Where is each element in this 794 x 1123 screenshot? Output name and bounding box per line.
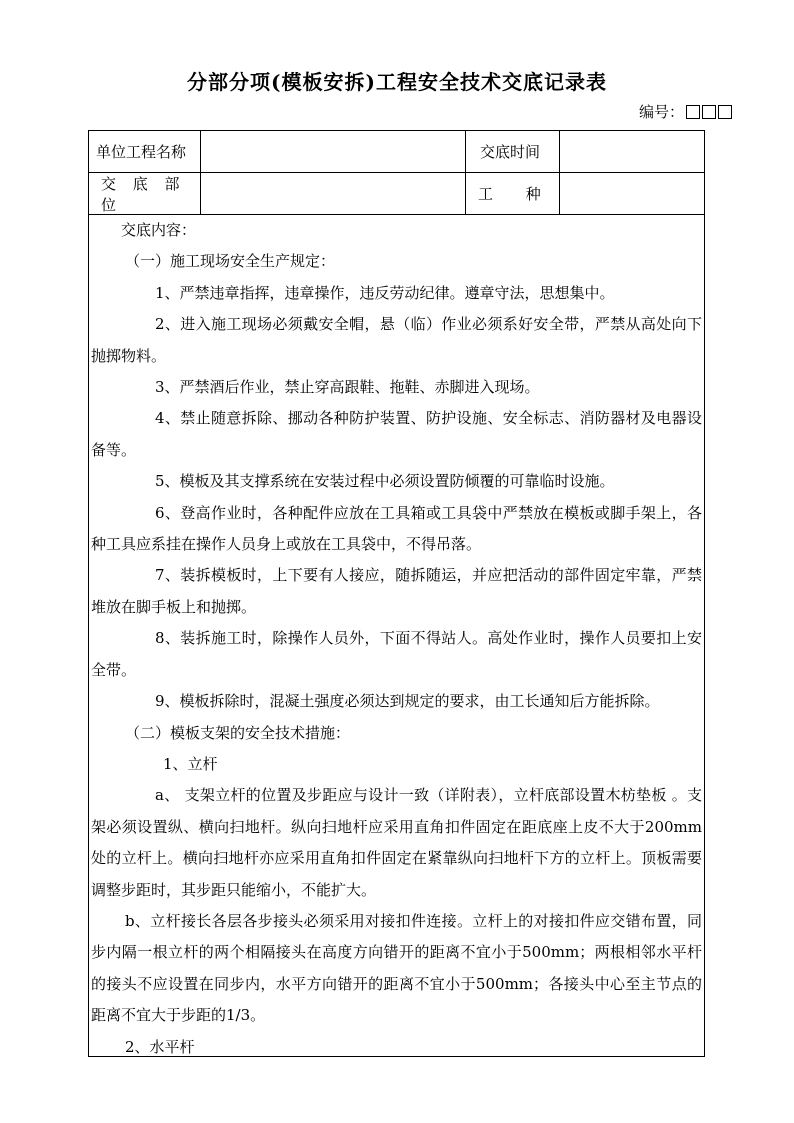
handover-content (89, 215, 704, 1063)
content-paragraph: 4、禁止随意拆除、挪动各种防护装置、防护设施、安全标志、消防器材及电器设备等。 (91, 409, 702, 459)
content-paragraph: 2、水平杆 (125, 1037, 195, 1056)
content-paragraph: 1、严禁违章指挥，违章操作，违反劳动纪律。遵章守法，思想集中。 (155, 283, 615, 302)
unit-name-field[interactable] (201, 131, 466, 172)
number-box-icon (702, 105, 716, 119)
content-paragraph: 3、严禁酒后作业，禁止穿高跟鞋、拖鞋、赤脚进入现场。 (155, 378, 540, 397)
document-title: 分部分项(模板安拆)工程安全技术交底记录表 (187, 70, 607, 94)
content-paragraph: 6、登高作业时，各种配件应放在工具箱或工具袋中严禁放在模板或脚手架上，各种工具应系挂在操作人员身上或放在工具袋中，不得吊落。 (91, 503, 702, 554)
content-paragraph: b、立杆接长各层各步接头必须采用对接扣件连接。立杆上的对接扣件应交错布置，同步内隔一根立杆的两个相隔接头在高度方向错开的距离不宜小于500mm；两根相邻水平杆的接头不应设置在同步内，水平方向错开的距离不宜小于500mm；各接头中心至主节点的距离不宜大于步距的1/3。 (91, 911, 702, 1025)
header-row-1 (89, 131, 704, 173)
handover-location-label: 交 底 部 位 (89, 173, 201, 214)
content-paragraph: （一）施工现场安全生产规定： (125, 252, 336, 271)
document-number (639, 101, 732, 122)
content-paragraph: 9、模板拆除时，混凝土强度必须达到规定的要求，由工长通知后方能拆除。 (155, 692, 660, 711)
handover-time-field[interactable] (560, 131, 706, 172)
trade-label: 工 种 (466, 173, 560, 214)
handover-time-label: 交底时间 (466, 131, 560, 172)
content-heading: 交底内容： (121, 221, 197, 239)
content-paragraph: 1、立杆 (163, 754, 218, 773)
number-box-icon (718, 105, 732, 119)
unit-name-label: 单位工程名称 (89, 131, 201, 172)
content-paragraph: 5、模板及其支撑系统在安装过程中必须设置防倾覆的可靠临时设施。 (155, 472, 615, 491)
trade-field[interactable] (560, 173, 706, 214)
number-box-icon (686, 105, 700, 119)
header-row-2 (89, 173, 704, 215)
content-paragraph: 7、装拆模板时，上下要有人接应，随拆随运，并应把活动的部件固定牢靠，严禁堆放在脚手板上和抛掷。 (91, 566, 702, 616)
content-paragraph: （二）模板支架的安全技术措施： (125, 723, 351, 742)
handover-location-field[interactable] (201, 173, 466, 214)
content-paragraph: a、 支架立杆的位置及步距应与设计一致（详附表），立杆底部设置木枋垫板 。支架必须设置纵、横向扫地杆。纵向扫地杆应采用直角扣件固定在距底座上皮不大于200mm处的立杆上。横向扫地杆亦应采用直角扣件固定在紧靠纵向扫地杆下方的立杆上。顶板需要调整步距时，其步距只能缩小，不能扩大。 (91, 786, 702, 899)
document-number-label: 编号： (638, 103, 684, 121)
record-sheet (88, 130, 705, 1057)
content-paragraph: 8、装拆施工时，除操作人员外，下面不得站人。高处作业时，操作人员要扣上安全带。 (91, 629, 702, 679)
content-paragraph: 2、进入施工现场必须戴安全帽，悬（临）作业必须系好安全带，严禁从高处向下抛掷物料。 (91, 315, 702, 365)
